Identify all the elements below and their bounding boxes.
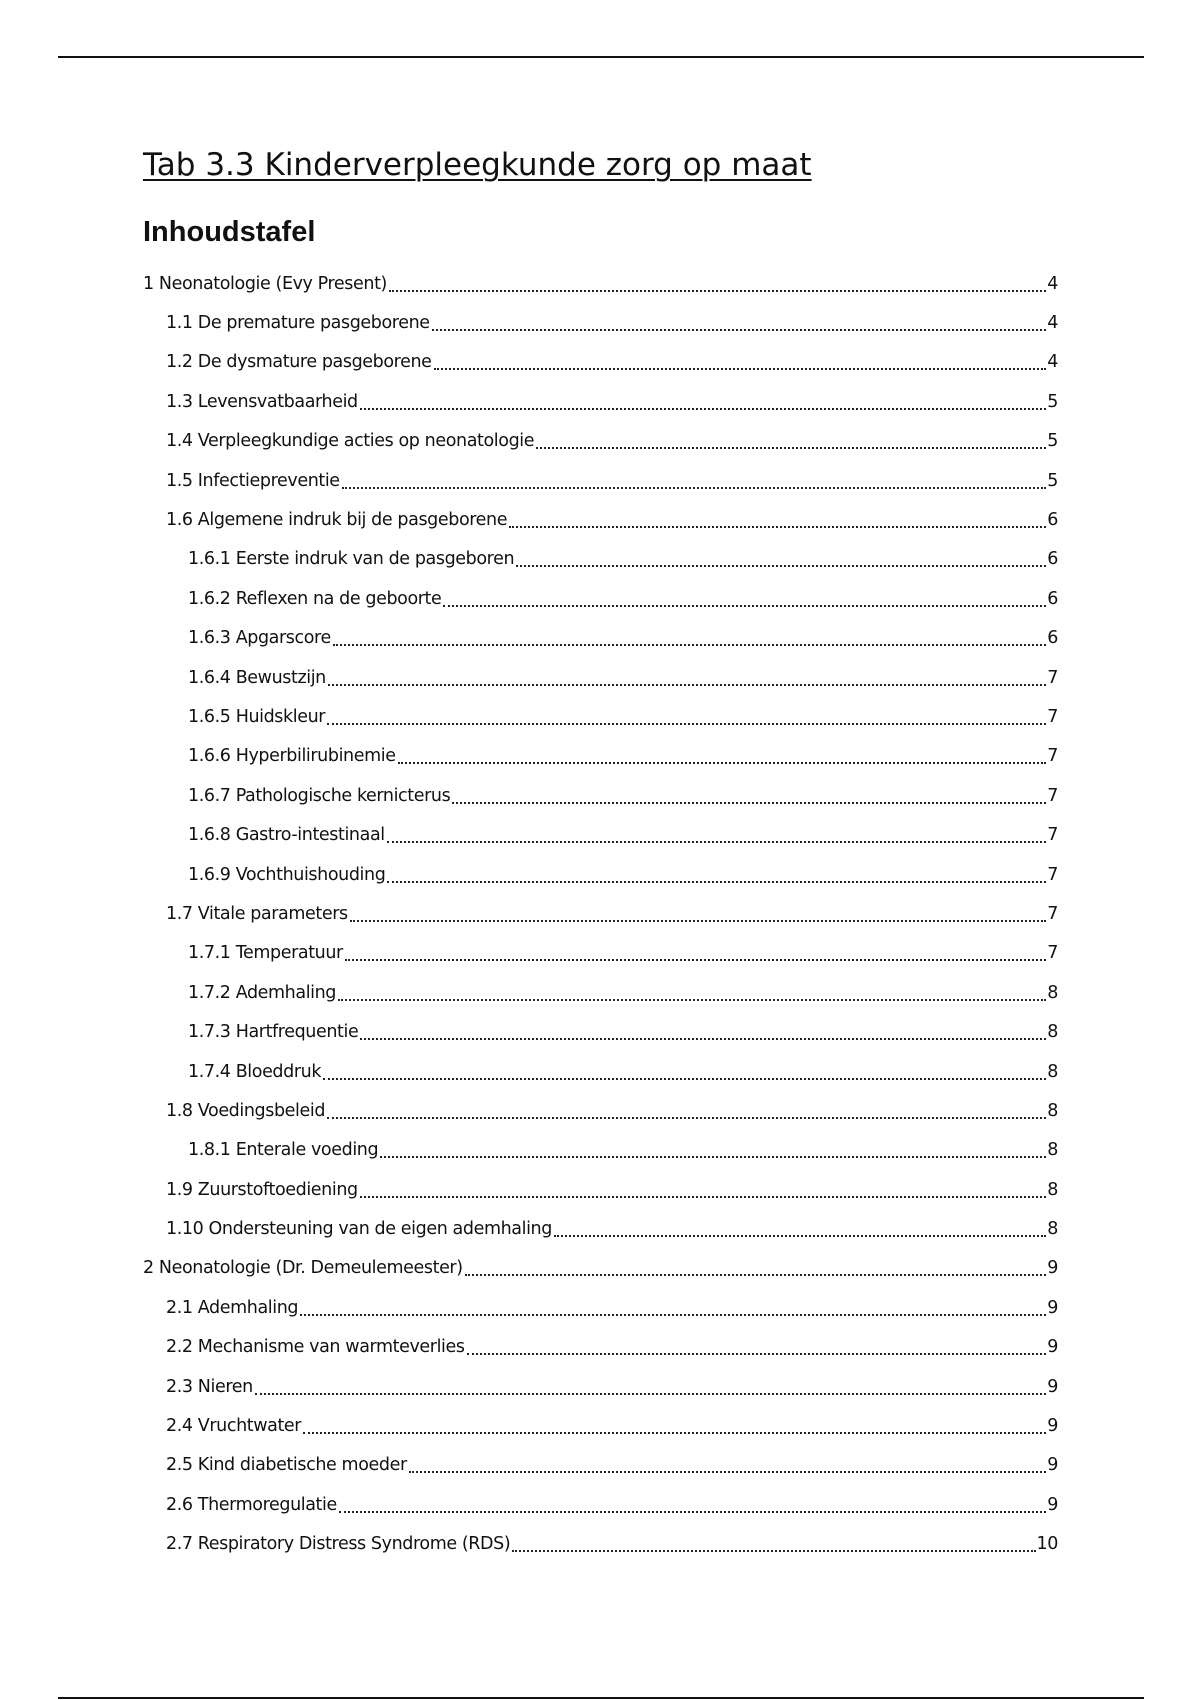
toc-dot-leader <box>339 1499 1046 1513</box>
toc-page-number: 9 <box>1047 1494 1058 1515</box>
toc-entry[interactable] <box>143 382 1058 421</box>
toc-entry-title[interactable]: 1.8 Voedingsbeleid <box>166 1100 326 1121</box>
toc-dot-leader <box>536 435 1046 449</box>
toc-entry-title[interactable]: 1.7.3 Hartfrequentie <box>188 1022 359 1043</box>
toc-page-number: 9 <box>1047 1455 1058 1476</box>
toc-page-number: 7 <box>1047 785 1058 806</box>
toc-entry-title[interactable]: 1.6.2 Reflexen na de geboorte <box>188 588 442 609</box>
toc-dot-leader <box>255 1381 1046 1395</box>
toc-page-number: 8 <box>1047 982 1058 1003</box>
toc-entry-title[interactable]: 2 Neonatologie (Dr. Demeulemeester) <box>143 1258 463 1279</box>
toc-entry[interactable] <box>143 303 1058 342</box>
toc-entry-title[interactable]: 1.7.4 Bloeddruk <box>188 1061 322 1082</box>
toc-dot-leader <box>327 1105 1046 1119</box>
toc-entry[interactable] <box>143 461 1058 500</box>
toc-entry-title[interactable]: 1.5 Infectiepreventie <box>166 470 340 491</box>
toc-page-number: 9 <box>1047 1416 1058 1437</box>
toc-entry-title[interactable]: 1.1 De premature pasgeborene <box>166 313 430 334</box>
document-title: Tab 3.3 Kinderverpleegkunde zorg op maat <box>143 147 812 183</box>
toc-entry-title[interactable]: 1.6.3 Apgarscore <box>188 628 331 649</box>
toc-dot-leader <box>300 1302 1046 1316</box>
toc-dot-leader <box>345 947 1046 961</box>
toc-dot-leader <box>398 750 1047 764</box>
toc-entry-title[interactable]: 2.1 Ademhaling <box>166 1297 299 1318</box>
toc-entry[interactable] <box>143 894 1058 933</box>
toc-page-number: 6 <box>1047 510 1058 531</box>
toc-page-number: 4 <box>1047 273 1058 294</box>
toc-dot-leader <box>342 475 1047 489</box>
toc-entry-title[interactable]: 1.6.8 Gastro-intestinaal <box>188 825 385 846</box>
toc-entry-title[interactable]: 2.4 Vruchtwater <box>166 1416 302 1437</box>
toc-page-number: 6 <box>1047 588 1058 609</box>
toc-entry[interactable] <box>143 619 1058 658</box>
toc-entry[interactable] <box>143 973 1058 1012</box>
toc-dot-leader <box>303 1420 1046 1434</box>
toc-entry[interactable] <box>143 1288 1058 1327</box>
toc-entry[interactable] <box>143 264 1058 303</box>
toc-page-number: 4 <box>1047 352 1058 373</box>
toc-entry[interactable] <box>143 1052 1058 1091</box>
toc-dot-leader <box>516 553 1046 567</box>
toc-page-number: 7 <box>1047 746 1058 767</box>
toc-entry[interactable] <box>143 1328 1058 1367</box>
toc-page-number: 9 <box>1047 1258 1058 1279</box>
toc-entry[interactable] <box>143 1209 1058 1248</box>
toc-entry-title[interactable]: 1.7 Vitale parameters <box>166 903 348 924</box>
toc-dot-leader <box>328 672 1046 686</box>
toc-dot-leader <box>350 908 1047 922</box>
toc-entry-title[interactable]: 1.6.4 Bewustzijn <box>188 667 326 688</box>
toc-entry[interactable] <box>143 500 1058 539</box>
footer-rule <box>58 1697 1144 1699</box>
toc-entry[interactable] <box>143 934 1058 973</box>
toc-page-number: 5 <box>1047 391 1058 412</box>
toc-page-number: 10 <box>1036 1534 1058 1555</box>
toc-dot-leader <box>452 790 1046 804</box>
toc-entry-title[interactable]: 1.7.2 Ademhaling <box>188 982 337 1003</box>
toc-page-number: 9 <box>1047 1297 1058 1318</box>
toc-entry[interactable] <box>143 1091 1058 1130</box>
toc-entry[interactable] <box>143 579 1058 618</box>
toc-entry[interactable] <box>143 737 1058 776</box>
toc-dot-leader <box>387 869 1046 883</box>
toc-entry[interactable] <box>143 697 1058 736</box>
toc-dot-leader <box>387 829 1047 843</box>
toc-dot-leader <box>512 1538 1035 1552</box>
toc-page-number: 7 <box>1047 864 1058 885</box>
toc-entry[interactable] <box>143 1367 1058 1406</box>
toc-page-number: 7 <box>1047 903 1058 924</box>
toc-entry-title[interactable]: 1.2 De dysmature pasgeborene <box>166 352 432 373</box>
toc-entry[interactable] <box>143 540 1058 579</box>
toc-dot-leader <box>333 632 1046 646</box>
toc-entry-title[interactable]: 1.10 Ondersteuning van de eigen ademhaling <box>166 1219 552 1240</box>
toc-page-number: 8 <box>1047 1100 1058 1121</box>
toc-page-number: 4 <box>1047 313 1058 334</box>
toc-entry-title[interactable]: 1 Neonatologie (Evy Present) <box>143 273 387 294</box>
toc-entry[interactable] <box>143 1012 1058 1051</box>
toc-dot-leader <box>465 1262 1047 1276</box>
toc-dot-leader <box>434 356 1047 370</box>
toc-entry-title[interactable]: 2.7 Respiratory Distress Syndrome (RDS) <box>166 1534 511 1555</box>
toc-entry[interactable] <box>143 1131 1058 1170</box>
toc-dot-leader <box>467 1341 1047 1355</box>
toc-dot-leader <box>389 278 1046 292</box>
toc-entry-title[interactable]: 2.3 Nieren <box>166 1376 253 1397</box>
table-of-contents <box>143 264 1058 1564</box>
toc-dot-leader <box>409 1459 1047 1473</box>
toc-page-number: 8 <box>1047 1061 1058 1082</box>
toc-page-number: 7 <box>1047 667 1058 688</box>
toc-entry-title[interactable]: 2.5 Kind diabetische moeder <box>166 1455 407 1476</box>
toc-entry-title[interactable]: 1.6.1 Eerste indruk van de pasgeboren <box>188 549 515 570</box>
toc-dot-leader <box>360 1026 1046 1040</box>
toc-entry[interactable] <box>143 1446 1058 1485</box>
toc-dot-leader <box>509 514 1046 528</box>
toc-entry[interactable] <box>143 343 1058 382</box>
toc-dot-leader <box>338 987 1046 1001</box>
toc-entry[interactable] <box>143 1170 1058 1209</box>
toc-entry-title[interactable]: 1.9 Zuurstoftoediening <box>166 1179 358 1200</box>
toc-entry-title[interactable]: 1.6.5 Huidskleur <box>188 706 326 727</box>
toc-entry[interactable] <box>143 658 1058 697</box>
toc-entry-title[interactable]: 1.4 Verpleegkundige acties op neonatologie <box>166 431 535 452</box>
toc-entry[interactable] <box>143 776 1058 815</box>
toc-page-number: 9 <box>1047 1337 1058 1358</box>
toc-dot-leader <box>360 1184 1047 1198</box>
toc-dot-leader <box>360 396 1047 410</box>
toc-page-number: 7 <box>1047 706 1058 727</box>
toc-heading: Inhoudstafel <box>143 216 316 248</box>
toc-dot-leader <box>432 317 1047 331</box>
toc-entry[interactable] <box>143 1249 1058 1288</box>
toc-entry[interactable] <box>143 1525 1058 1564</box>
toc-dot-leader <box>380 1144 1046 1158</box>
toc-dot-leader <box>323 1066 1046 1080</box>
toc-entry-title[interactable]: 1.6.7 Pathologische kernicterus <box>188 785 451 806</box>
toc-entry[interactable] <box>143 422 1058 461</box>
toc-entry-title[interactable]: 1.8.1 Enterale voeding <box>188 1140 379 1161</box>
toc-entry-title[interactable]: 1.6.9 Vochthuishouding <box>188 864 386 885</box>
toc-entry[interactable] <box>143 1485 1058 1524</box>
toc-dot-leader <box>327 711 1046 725</box>
toc-page-number: 7 <box>1047 825 1058 846</box>
toc-page-number: 8 <box>1047 1140 1058 1161</box>
toc-entry[interactable] <box>143 855 1058 894</box>
toc-entry[interactable] <box>143 815 1058 854</box>
toc-entry-title[interactable]: 2.6 Thermoregulatie <box>166 1494 337 1515</box>
toc-entry-title[interactable]: 1.7.1 Temperatuur <box>188 943 343 964</box>
toc-page-number: 8 <box>1047 1219 1058 1240</box>
toc-entry-title[interactable]: 1.3 Levensvatbaarheid <box>166 391 358 412</box>
toc-entry-title[interactable]: 2.2 Mechanisme van warmteverlies <box>166 1337 465 1358</box>
toc-page-number: 7 <box>1047 943 1058 964</box>
toc-page-number: 6 <box>1047 549 1058 570</box>
toc-entry-title[interactable]: 1.6 Algemene indruk bij de pasgeborene <box>166 510 508 531</box>
toc-page-number: 8 <box>1047 1022 1058 1043</box>
toc-page-number: 9 <box>1047 1376 1058 1397</box>
toc-entry[interactable] <box>143 1406 1058 1445</box>
toc-dot-leader <box>554 1223 1046 1237</box>
header-rule <box>58 56 1144 58</box>
toc-dot-leader <box>443 593 1046 607</box>
toc-page-number: 5 <box>1047 431 1058 452</box>
toc-page-number: 5 <box>1047 470 1058 491</box>
toc-page-number: 8 <box>1047 1179 1058 1200</box>
toc-entry-title[interactable]: 1.6.6 Hyperbilirubinemie <box>188 746 396 767</box>
toc-page-number: 6 <box>1047 628 1058 649</box>
